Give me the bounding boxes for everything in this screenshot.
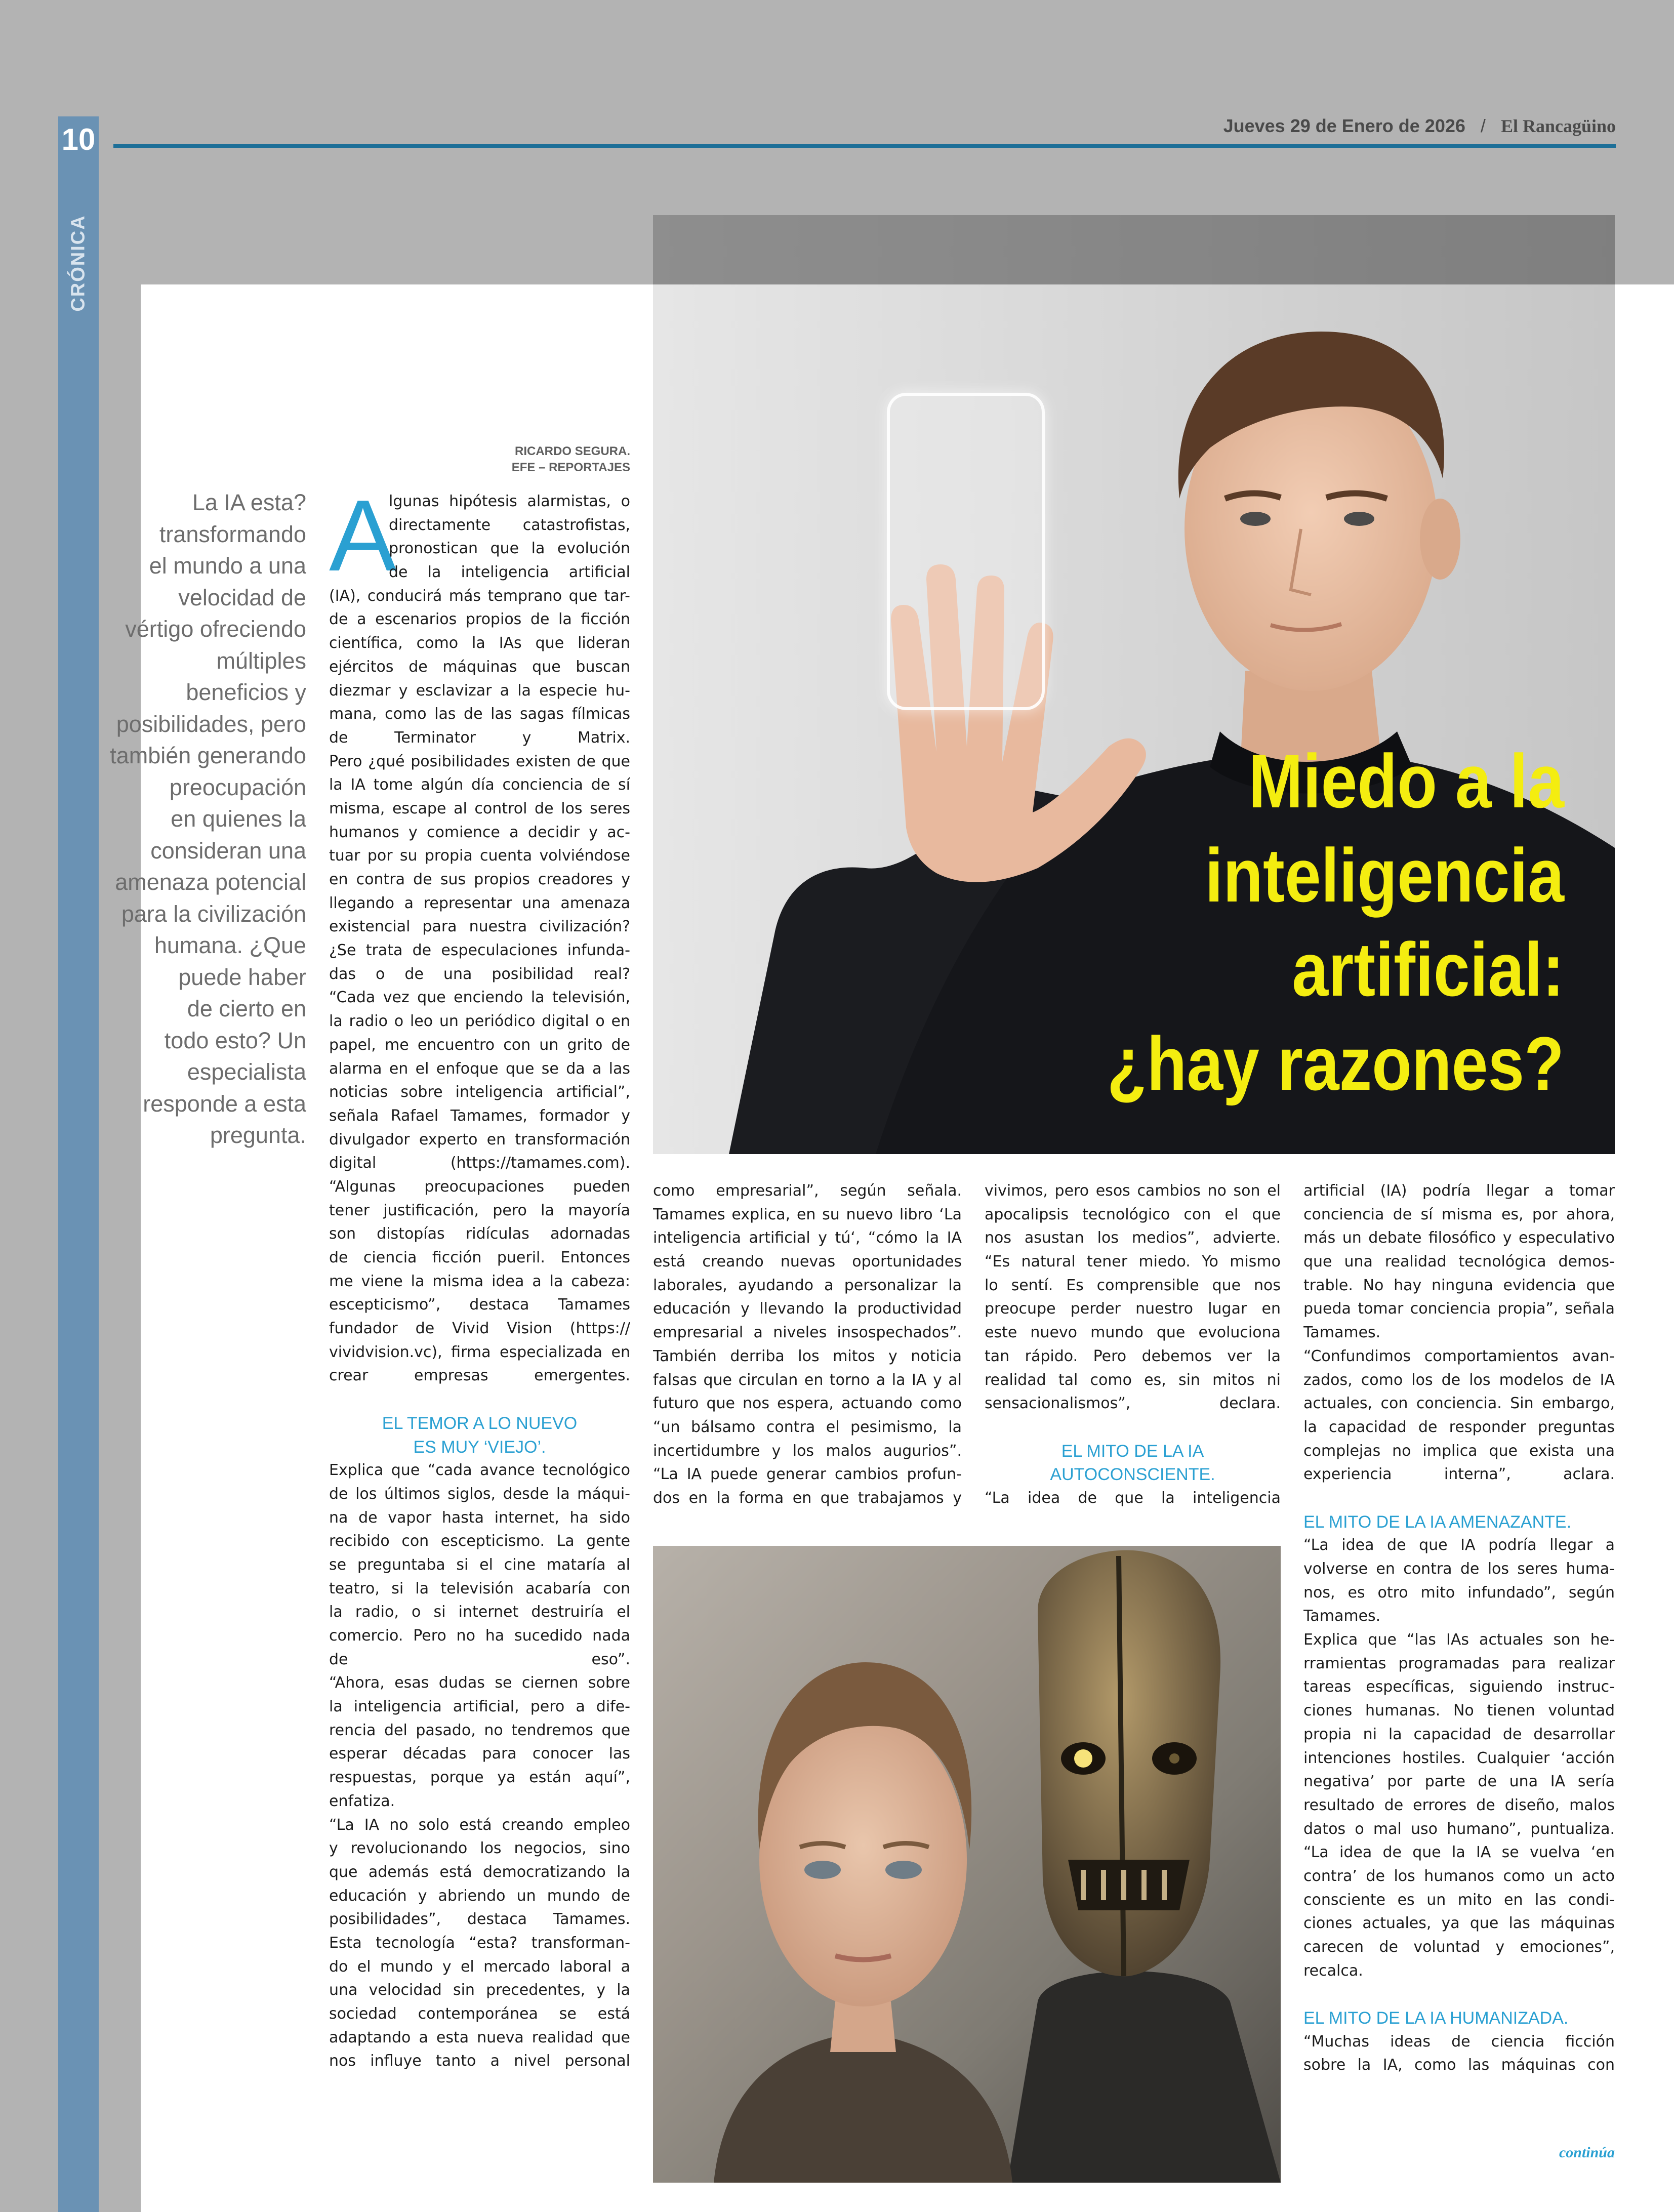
body-text-line: de Terminator y Matrix.: [329, 728, 630, 747]
body-text-line: volverse en contra de los seres huma-: [1303, 1560, 1615, 1578]
article-column-3: [985, 1179, 1281, 1510]
body-text-line: nos influye tanto a nivel personal: [329, 2052, 630, 2070]
body-text-line: rencia del pasado, no tendremos que: [329, 1721, 630, 1739]
body-text-line: “La IA no solo está creando empleo: [329, 1816, 630, 1834]
lead-line: para la civilización: [121, 900, 306, 927]
body-text-line: inteligencia artificial y tú‘, “cómo la IA: [653, 1229, 962, 1247]
lead-line: vértigo ofreciendo: [125, 616, 306, 642]
body-text-line: diezmar y esclavizar a la especie hu-: [329, 681, 630, 700]
body-text-line: sociedad contemporánea se está: [329, 2005, 630, 2023]
body-text-line: que una realidad tecnológica demos-: [1303, 1253, 1615, 1271]
byline-author: RICARDO SEGURA.: [514, 444, 630, 458]
body-text-line: tan rápido. Pero debemos ver la: [985, 1347, 1281, 1365]
body-text-line: crear empresas emergentes.: [329, 1367, 630, 1385]
body-text-line: tuar por su propia cuenta volviéndose: [329, 847, 630, 865]
lead-line: beneficios y: [186, 679, 306, 705]
body-text-line: (IA), conducirá más temprano que tar-: [329, 587, 630, 605]
body-text-line: la radio o leo un periódico digital o en: [329, 1012, 630, 1031]
body-text-line: teatro, si la televisión acabaría con: [329, 1579, 630, 1597]
body-text-line: la inteligencia artificial, pero a dife-: [329, 1698, 630, 1716]
paragraph-gap: [1303, 1983, 1615, 2006]
subheading-line: AUTOCONSCIENTE.: [1050, 1465, 1215, 1485]
body-text-line: pueda tomar conciencia propia”, señala: [1303, 1300, 1615, 1318]
body-text-line: Explica que “cada avance tecnológico: [329, 1461, 630, 1480]
body-text-line: nos, es otro mito infundado”, según: [1303, 1583, 1615, 1602]
lead-line: humana. ¿Que: [154, 932, 306, 958]
body-text-line: ciones actuales, ya que las máquinas: [1303, 1914, 1615, 1933]
body-text-line: Tamames explica, en su nuevo libro ‘La: [653, 1205, 962, 1223]
body-text-line: existencial para nuestra civilización?: [329, 918, 630, 936]
article-column-1: [329, 479, 630, 2073]
body-text-line: digital (https://tamames.com).: [329, 1154, 630, 1172]
headline: [952, 734, 1564, 1111]
body-text-line: das o de una posibilidad real?: [329, 965, 630, 983]
headline-line: Miedo a la: [1248, 739, 1564, 824]
body-text-line: “Ahora, esas dudas se ciernen sobre: [329, 1674, 630, 1692]
body-text-line: señala Rafael Tamames, formador y: [329, 1107, 630, 1125]
body-text-line: “La idea de que la IA se vuelva ‘en: [1303, 1844, 1615, 1862]
body-text-line: de los últimos siglos, desde la máqui-: [329, 1485, 630, 1503]
body-text-line: “La idea de que IA podría llegar a: [1303, 1536, 1615, 1554]
body-text-line: “Es natural tener miedo. Yo mismo: [985, 1253, 1281, 1271]
body-text-line: Esta tecnología “esta? transforman-: [329, 1934, 630, 1952]
lead-line: La IA esta?: [192, 489, 306, 515]
section-side-strip: [58, 116, 99, 2212]
body-text-line: dos en la forma en que trabajamos y: [653, 1489, 962, 1507]
body-text-line: rramientas programadas para realizar: [1303, 1654, 1615, 1672]
body-text-line: misma, escape al control de los seres: [329, 799, 630, 817]
body-text-line: como empresarial”, según señala.: [653, 1182, 962, 1200]
body-text-line: zados, como los de los modelos de IA: [1303, 1371, 1615, 1389]
body-text-line: de la inteligencia artificial: [389, 563, 630, 582]
body-text-line: la IA tome algún día conciencia de sí: [329, 776, 630, 794]
body-text-line: También derriba los mitos y noticia: [653, 1347, 962, 1365]
section-label: CRÓNICA: [67, 215, 89, 312]
header-rule: [113, 144, 1616, 148]
body-text-line: escepticismo”, destaca Tamames: [329, 1296, 630, 1314]
body-text-line: se preguntaba si el cine mataría al: [329, 1555, 630, 1574]
body-text-line: “Muchas ideas de ciencia ficción: [1303, 2032, 1615, 2051]
byline-agency: EFE – REPORTAJES: [511, 461, 630, 474]
body-text-line: do el mundo y el mercado laboral a: [329, 1957, 630, 1976]
body-text-line: empresarial a niveles insospechados”.: [653, 1324, 962, 1342]
body-text-line: intenciones hostiles. Cualquier ‘acción: [1303, 1749, 1615, 1767]
lead-line: consideran una: [150, 837, 306, 864]
body-text-line: negativa’ por parte de una IA sería: [1303, 1773, 1615, 1791]
body-text-line: esperar décadas para conocer las: [329, 1745, 630, 1763]
subheading-line: EL TEMOR A LO NUEVO: [382, 1413, 578, 1433]
body-text-line: experiencia interna”, aclara.: [1303, 1465, 1615, 1484]
body-text-line: Pero ¿qué posibilidades existen de que: [329, 752, 630, 770]
body-text-line: tener justificación, pero la mayoría: [329, 1201, 630, 1219]
publication-name: El Rancagüino: [1500, 116, 1616, 136]
body-text-line: “Confundimos comportamientos avan-: [1303, 1347, 1615, 1365]
body-text-line: falsas que circulan en torno a la IA y al: [653, 1371, 962, 1389]
body-text-line: este nuevo mundo que evoluciona: [985, 1324, 1281, 1342]
lead-line: múltiples: [216, 647, 306, 674]
headline-line: inteligencia: [1205, 833, 1564, 918]
woman-and-robot-illustration: [653, 1546, 1281, 2183]
body-text-line: en contra de sus propios creadores y: [329, 871, 630, 888]
transparent-phone-graphic: [887, 393, 1045, 710]
header-separator: /: [1480, 115, 1486, 136]
body-text-line: vivimos, pero esos cambios no son el: [985, 1182, 1281, 1200]
paragraph-gap: [329, 1388, 630, 1412]
body-text-line: divulgador experto en transformación: [329, 1130, 630, 1149]
body-text-line: son distopías ridículas adornadas: [329, 1225, 630, 1243]
lead-line: de cierto en: [187, 996, 306, 1021]
lead-line: todo esto? Un: [164, 1027, 306, 1053]
body-text-line: de eso”.: [329, 1650, 630, 1668]
lead-line: velocidad de: [178, 584, 306, 610]
page-number: 10: [61, 122, 96, 156]
body-text-line: complejas no implica que exista una: [1303, 1442, 1615, 1460]
body-text-line: tareas específicas, siguiendo instruc-: [1303, 1678, 1615, 1696]
drop-cap: A: [329, 479, 397, 592]
body-text-line: apocalipsis tecnológico con el que: [985, 1205, 1281, 1223]
section-tag: [58, 213, 99, 314]
paragraph-gap: [1303, 1487, 1615, 1510]
body-text-line: lo sentí. Es comprensible que nos: [985, 1276, 1281, 1294]
body-text-line: artificial (IA) podría llegar a tomar: [1303, 1182, 1615, 1200]
body-text-line: una velocidad sin precedentes, y la: [329, 1981, 630, 1999]
woman-and-robot-photo: [653, 1546, 1281, 2183]
body-text-line: conciencia de sí misma es, por ahora,: [1303, 1205, 1615, 1223]
body-text-line: papel, me encuentro con un grito de: [329, 1036, 630, 1054]
body-text-line: llegando a representar una amenaza: [329, 894, 630, 912]
body-text-line: “un bálsamo contra el pesimismo, la: [653, 1418, 962, 1436]
body-text-line: “La IA puede generar cambios profun-: [653, 1465, 962, 1484]
body-text-line: de a escenarios propios de la ficción: [329, 610, 630, 629]
body-text-line: está creando nuevas oportunidades: [653, 1253, 962, 1271]
body-text-line: Explica que “las IAs actuales son he-: [1303, 1631, 1615, 1649]
lead-line: amenaza potencial: [115, 869, 306, 895]
body-text-line: de ciencia ficción pueril. Entonces: [329, 1249, 630, 1266]
body-text-line: preocupe perder nuestro lugar en: [985, 1300, 1281, 1318]
body-text-line: incertidumbre y los malos augurios”.: [653, 1442, 962, 1460]
lead-line: también generando: [110, 743, 306, 768]
body-text-line: me viene la misma idea a la cabeza:: [329, 1272, 630, 1290]
body-text-line: lgunas hipótesis alarmistas, o: [389, 493, 630, 510]
lead-line: pregunta.: [210, 1122, 306, 1148]
paragraph-gap: [985, 1416, 1281, 1440]
lead-standfirst: [106, 487, 306, 1152]
body-text-line: educación y abriendo un mundo de: [329, 1887, 630, 1905]
header-dateline: [759, 115, 1616, 137]
body-text-line: la capacidad de responder preguntas: [1303, 1418, 1615, 1436]
lead-line: responde a esta: [143, 1090, 306, 1117]
body-text-line: laborales, ayudando a personalizar la: [653, 1276, 962, 1294]
body-text-line: contra’ de los humanos como un acto: [1303, 1867, 1615, 1885]
issue-date: Jueves 29 de Enero de 2026: [1223, 115, 1465, 136]
body-text-line: sobre la IA, como las máquinas con: [1303, 2056, 1615, 2074]
body-text-line: y revolucionando los negocios, sino: [329, 1839, 630, 1858]
body-text-line: ejércitos de máquinas que buscan: [329, 658, 630, 676]
hero-photo-top-shade: [653, 215, 1615, 284]
body-text-line: propia ni la capacidad de desarrollar: [1303, 1725, 1615, 1743]
continued-marker: continúa: [1559, 2144, 1615, 2161]
body-text-line: pronostican que la evolución: [389, 540, 630, 558]
subheading-line: EL MITO DE LA IA HUMANIZADA.: [1303, 2009, 1569, 2028]
body-text-line: consciente es un mito en las condi-: [1303, 1891, 1615, 1909]
body-text-line: resultado de errores de diseño, malos: [1303, 1796, 1615, 1814]
body-text-line: “Algunas preocupaciones pueden: [329, 1177, 630, 1196]
article-column-2: [653, 1179, 962, 1510]
body-text-line: que además está democratizando la: [329, 1863, 630, 1881]
headline-line: artificial:: [1292, 927, 1564, 1012]
body-text-line: carecen de voluntad y emociones”,: [1303, 1938, 1615, 1956]
body-text-line: mana, como las de las sagas fílmicas: [329, 705, 630, 723]
body-text-line: Tamames.: [1303, 1324, 1381, 1342]
lead-line: especialista: [187, 1059, 306, 1085]
body-text-line: “La idea de que la inteligencia: [985, 1489, 1281, 1507]
lead-line: posibilidades, pero: [116, 711, 306, 737]
body-text-line: científica, como la IAs que lideran: [329, 634, 630, 652]
body-text-line: actuales, con conciencia. Sin embargo,: [1303, 1395, 1615, 1413]
body-text-line: alarma en el enfoque que se da a las: [329, 1059, 630, 1078]
body-text-line: “Cada vez que enciendo la televisión,: [329, 989, 630, 1007]
body-text-line: na de vapor hasta internet, ha sido: [329, 1508, 630, 1527]
lead-line: el mundo a una: [149, 553, 306, 579]
lead-line: puede haber: [178, 964, 306, 990]
body-text-line: recalca.: [1303, 1961, 1363, 1980]
body-text-line: noticias sobre inteligencia artificial”,: [329, 1083, 630, 1101]
body-text-line: futuro que nos espera, actuando como: [653, 1395, 962, 1413]
byline: [385, 443, 630, 476]
body-text-line: la radio, o si internet destruiría el: [329, 1603, 630, 1621]
body-text-line: ciones humanas. No tienen voluntad: [1303, 1702, 1615, 1720]
body-text-line: humanos y comience a decidir y ac-: [329, 823, 630, 841]
body-text-line: nos asustan los medios”, advierte.: [985, 1229, 1281, 1247]
body-text-line: adaptando a esta nueva realidad que: [329, 2028, 630, 2046]
body-text-line: datos o mal uso humano”, puntualiza.: [1303, 1820, 1615, 1838]
lead-line: en quienes la: [171, 806, 306, 832]
subheading-line: EL MITO DE LA IA: [1061, 1441, 1204, 1461]
body-text-line: posibilidades”, destaca Tamames.: [329, 1910, 630, 1929]
subheading-line: EL MITO DE LA IA AMENAZANTE.: [1303, 1512, 1572, 1532]
article-column-4: [1303, 1179, 1615, 2077]
body-text-line: realidad tal como es, sin mitos ni: [985, 1371, 1281, 1389]
body-text-line: recibido con escepticismo. La gente: [329, 1532, 630, 1550]
body-text-line: trable. No hay ninguna evidencia que: [1303, 1276, 1615, 1294]
body-text-line: más un debate filosófico y especulativo: [1303, 1229, 1615, 1247]
body-text-line: comercio. Pero no ha sucedido nada: [329, 1627, 630, 1645]
body-text-line: sensacionalismos”, declara.: [985, 1395, 1281, 1413]
headline-line: ¿hay razones?: [1107, 1021, 1564, 1106]
body-text-line: ¿Se trata de especulaciones infunda-: [329, 941, 630, 960]
body-text-line: vividvision.vc), firma especializada en: [329, 1343, 630, 1361]
body-text-line: respuestas, porque ya están aquí”,: [329, 1769, 630, 1787]
lead-line: transformando: [159, 521, 306, 547]
body-text-line: fundador de Vivid Vision (https://: [329, 1320, 630, 1338]
subheading-line: ES MUY ‘VIEJO’.: [413, 1437, 546, 1457]
lead-line: preocupación: [169, 774, 306, 800]
body-text-line: enfatiza.: [329, 1792, 395, 1810]
body-text-line: educación y llevando la productividad: [653, 1300, 962, 1318]
body-text-line: directamente catastrofistas,: [389, 516, 630, 534]
body-text-line: Tamames.: [1303, 1607, 1381, 1625]
